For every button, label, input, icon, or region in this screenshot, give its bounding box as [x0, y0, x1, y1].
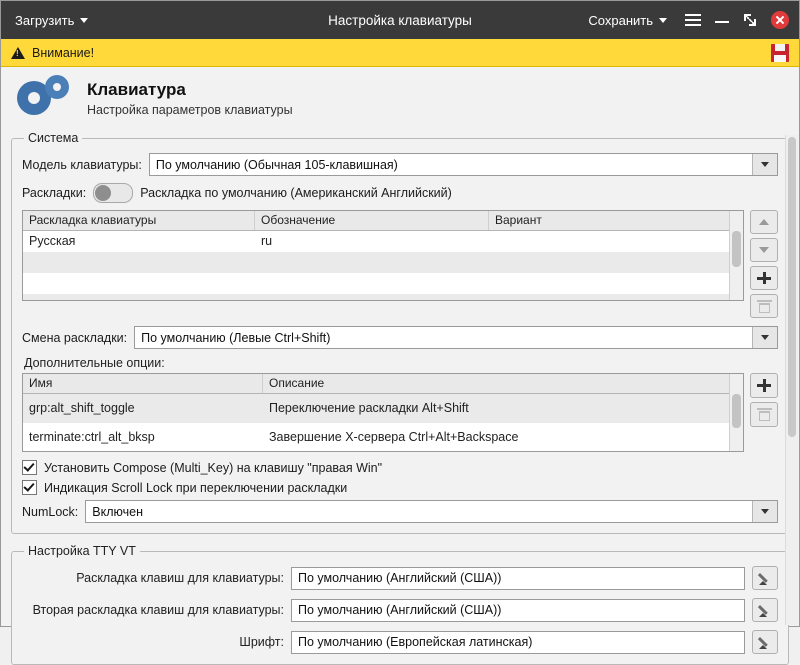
load-button-label: Загрузить [15, 12, 75, 28]
switch-layout-row [22, 326, 778, 349]
tty-second-keymap-label: Вторая раскладка клавиш для клавиатуры: [32, 603, 284, 617]
keyboard-model-value: По умолчанию (Обычная 105-клавишная) [155, 157, 398, 172]
tty-font-row [22, 630, 778, 654]
layouts-table[interactable] [22, 210, 744, 301]
scrolllock-row [22, 480, 778, 495]
page-scrollbar[interactable] [785, 135, 798, 625]
cell-option-name: grp:alt_shift_toggle [29, 401, 135, 415]
cell-variant [489, 231, 704, 252]
page-subtitle: Настройка параметров клавиатуры [87, 102, 293, 117]
floppy-disk-icon[interactable] [771, 44, 789, 62]
page-header [1, 67, 799, 131]
cell-option-name: terminate:ctrl_alt_bksp [29, 430, 155, 444]
chevron-down-icon[interactable] [752, 154, 777, 175]
keyboard-model-label: Модель клавиатуры: [22, 157, 142, 172]
pencil-icon [759, 604, 772, 617]
page-title: Клавиатура [87, 79, 186, 99]
cell-code [255, 294, 489, 301]
options-table[interactable] [22, 373, 744, 452]
cell-option-desc: Завершение X-сервера Ctrl+Alt+Backspace [269, 430, 519, 444]
tty-group [11, 544, 789, 665]
options-label: Дополнительные опции: [24, 356, 165, 370]
tty-keymap-edit-button[interactable] [752, 566, 778, 590]
chevron-down-icon [80, 18, 88, 23]
keyboard-model-select[interactable] [149, 153, 778, 176]
minimize-icon[interactable] [715, 14, 729, 26]
warning-triangle-icon [11, 47, 25, 59]
title-bar [1, 1, 799, 39]
layouts-table-wrap [22, 210, 778, 318]
warning-text: Внимание! [32, 45, 95, 60]
switch-layout-label: Смена раскладки: [22, 330, 128, 345]
tty-second-keymap-edit-button[interactable] [752, 598, 778, 622]
cell-code [255, 273, 489, 294]
tty-font-field[interactable]: По умолчанию (Европейская латинская) [291, 631, 745, 654]
maximize-icon[interactable] [743, 13, 757, 27]
default-layout-text: Раскладка по умолчанию (Американский Английский) [140, 186, 452, 200]
add-option-button[interactable] [750, 373, 778, 398]
cell-option-desc: Переключение раскладки Alt+Shift [269, 401, 469, 415]
tty-second-keymap-row [22, 598, 778, 622]
switch-layout-value: По умолчанию (Левые Ctrl+Shift) [141, 330, 331, 345]
table-row[interactable] [23, 294, 743, 301]
tty-keymap-field[interactable]: По умолчанию (Английский (США)) [291, 567, 745, 590]
scrolllock-label: Индикация Scroll Lock при переключении раскладки [44, 480, 348, 495]
options-table-header [23, 374, 743, 394]
column-header-name: Имя [23, 374, 263, 393]
table-row[interactable] [23, 423, 743, 452]
layouts-label: Раскладки: [22, 186, 87, 200]
tty-second-keymap-field[interactable]: По умолчанию (Английский (США)) [291, 599, 745, 622]
tty-font-label: Шрифт: [239, 635, 284, 649]
pencil-icon [759, 636, 772, 649]
tty-keymap-label: Раскладка клавиш для клавиатуры: [76, 571, 284, 585]
compose-key-row [22, 460, 778, 475]
default-layout-toggle[interactable] [93, 183, 133, 203]
move-down-button[interactable] [750, 238, 778, 262]
column-header-code: Обозначение [255, 211, 489, 230]
layouts-toggle-row [22, 183, 778, 203]
system-group [11, 131, 789, 534]
tty-keymap-row [22, 566, 778, 590]
column-header-layout: Раскладка клавиатуры [23, 211, 255, 230]
delete-layout-button[interactable] [750, 294, 778, 318]
pencil-icon [759, 572, 772, 585]
column-header-description: Описание [269, 376, 325, 390]
add-layout-button[interactable] [750, 266, 778, 290]
save-button-label: Сохранить [588, 12, 653, 28]
warning-bar [1, 39, 799, 67]
cell-variant [489, 273, 704, 294]
chevron-down-icon[interactable] [752, 327, 777, 348]
cell-variant [489, 252, 704, 273]
cell-layout [23, 252, 255, 273]
cell-variant [489, 294, 704, 301]
window-title: Настройка клавиатуры [328, 12, 472, 28]
tty-group-legend: Настройка TTY VT [28, 544, 136, 558]
tty-font-edit-button[interactable] [752, 630, 778, 654]
delete-option-button[interactable] [750, 402, 778, 427]
cell-code [255, 252, 489, 273]
hamburger-icon[interactable] [685, 14, 701, 26]
numlock-select[interactable] [85, 500, 778, 523]
table-row[interactable] [23, 252, 743, 273]
compose-key-label: Установить Compose (Multi_Key) на клавишу "правая Win" [44, 460, 383, 475]
close-icon[interactable] [771, 11, 789, 29]
chevron-down-icon [659, 18, 667, 23]
scrolllock-checkbox[interactable] [22, 480, 37, 495]
gears-icon [15, 75, 73, 121]
layouts-table-scrollbar[interactable] [729, 211, 743, 300]
compose-key-checkbox[interactable] [22, 460, 37, 475]
layouts-table-buttons [750, 210, 778, 318]
cell-code: ru [261, 234, 273, 248]
table-row[interactable] [23, 394, 743, 423]
chevron-down-icon[interactable] [752, 501, 777, 522]
save-button[interactable] [584, 11, 671, 30]
cell-layout [23, 294, 255, 301]
system-group-legend: Система [28, 131, 79, 145]
numlock-row [22, 500, 778, 523]
column-header-variant: Вариант [495, 213, 542, 227]
move-up-button[interactable] [750, 210, 778, 234]
switch-layout-select[interactable] [134, 326, 778, 349]
table-row[interactable] [23, 273, 743, 294]
options-table-scrollbar[interactable] [729, 374, 743, 451]
options-table-buttons [750, 373, 778, 452]
table-row[interactable] [23, 231, 743, 252]
keyboard-model-row [22, 153, 778, 176]
cell-layout [23, 273, 255, 294]
layouts-table-header [23, 211, 743, 231]
settings-content [1, 131, 799, 665]
cell-layout: Русская [29, 234, 76, 248]
load-button[interactable] [11, 11, 92, 30]
numlock-value: Включен [92, 504, 143, 519]
options-table-wrap [22, 373, 778, 452]
numlock-label: NumLock: [22, 504, 79, 519]
